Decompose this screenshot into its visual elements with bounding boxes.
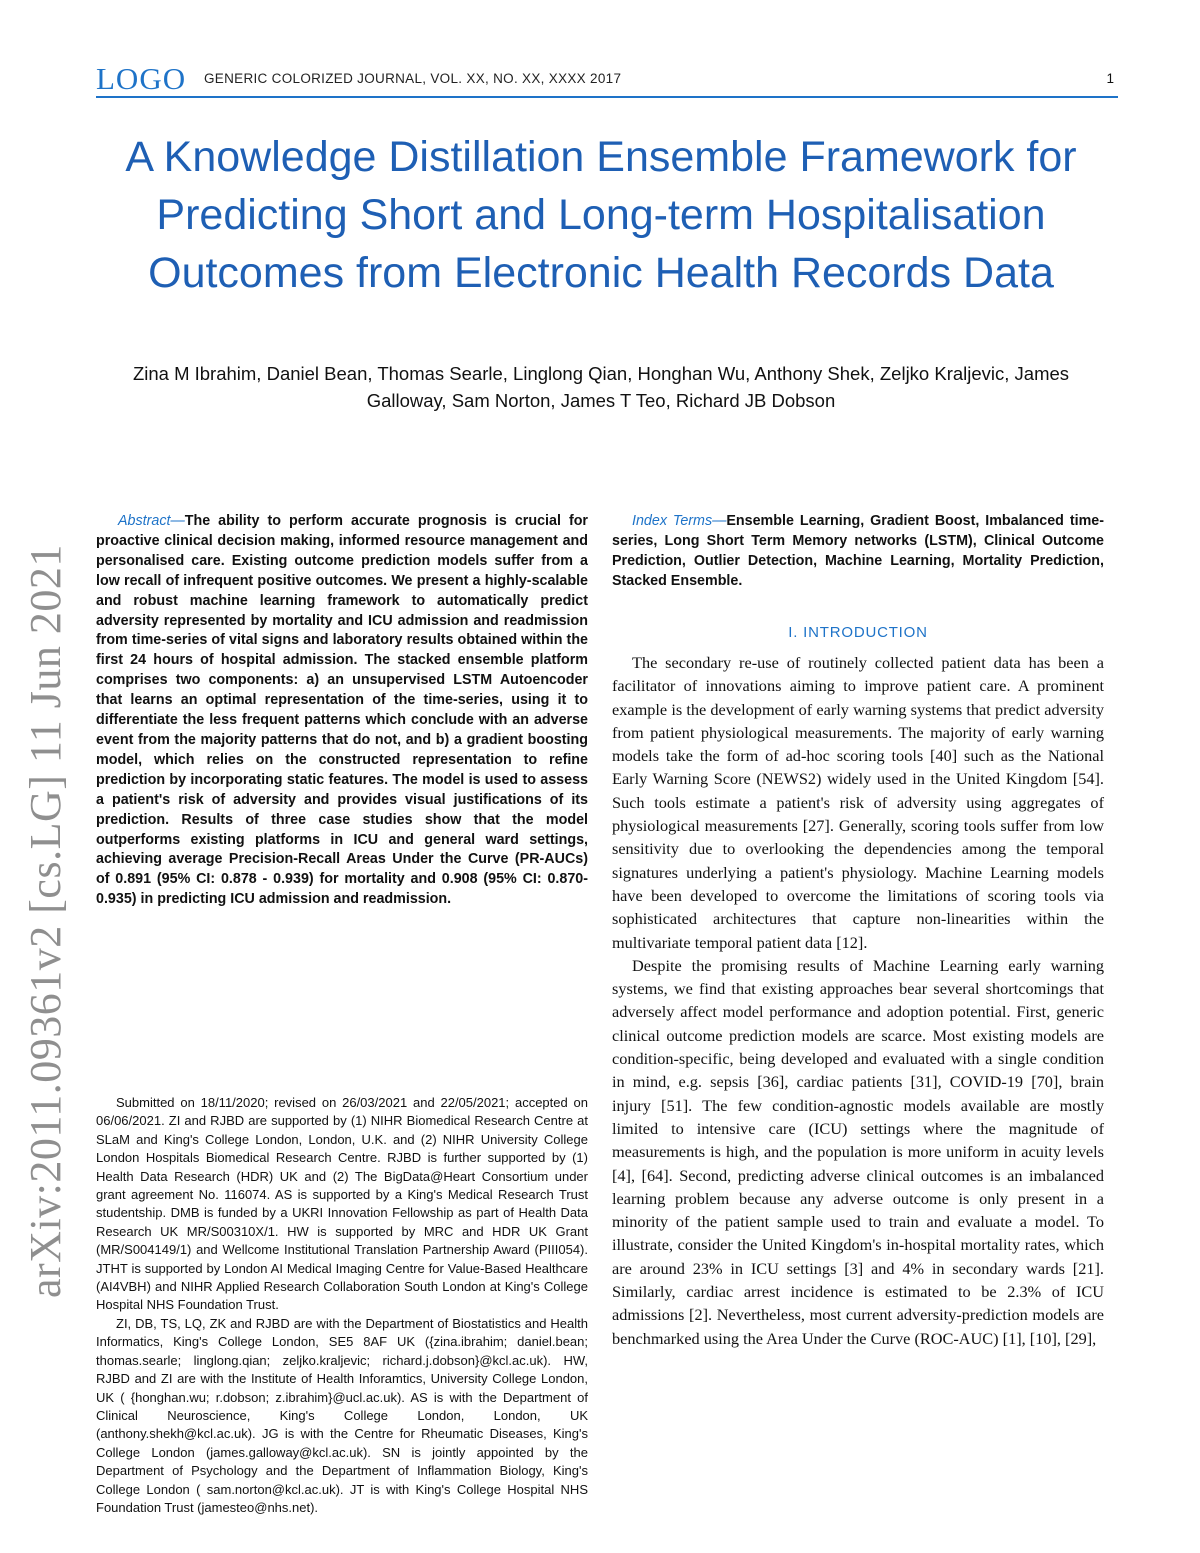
abstract-text: The ability to perform accurate prognosis is crucial for proactive clinical decision making, informed resource management and personalised care. Existing outcome prediction models suffer from a low recall of infrequent positive outcomes. We present a highly-scalable and robust machine learning framework to automatically predict adversity represented by mortality and ICU admission and readmission from time-series of vital signs and laboratory results obtained within the first 24 hours of hospital admission. The stacked ensemble platform comprises two components: a) an unsupervised LSTM Autoencoder that learns an optimal representation of the time-series, using it to differentiate the less frequent patterns which conclude with an adverse event from the majority patterns that do not, and b) a gradient boosting model, which relies on the constructed representation to refine prediction by incorporating static features. The model is used to assess a patient's risk of adversity and provides visual justifications of its prediction. Results of three case studies show that the model outperforms existing platforms in ICU and general ward settings, achieving average Precision-Recall Areas Under the Curve (PR-AUCs) of 0.891 (95% CI: 0.878 - 0.939) for mortality and 0.908 (95% CI: 0.870-0.935) in predicting ICU admission and readmission. <box>96 513 588 908</box>
index-terms-text: Ensemble Learning, Gradient Boost, Imbalanced time-series, Long Short Term Memory networks (LSTM), Clinical Outcome Prediction, Outlier Detection, Machine Learning, Mortality Prediction, Stacked Ensemble. <box>612 513 1104 589</box>
section-heading <box>612 624 1104 641</box>
arxiv-stamp: arXiv:2011.09361v2 [cs.LG] 11 Jun 2021 <box>21 544 70 1298</box>
section-number: I. <box>788 624 799 641</box>
journal-header <box>96 62 1118 98</box>
introduction-body <box>612 651 1104 1350</box>
section-title: INTRODUCTION <box>803 624 928 641</box>
abstract-label: Abstract— <box>118 513 185 529</box>
index-terms-label: Index Terms— <box>632 513 727 529</box>
index-terms <box>612 512 1104 592</box>
journal-logo: LOGO <box>96 61 187 96</box>
affiliation-footnote: ZI, DB, TS, LQ, ZK and RJBD are with the Department of Biostatistics and Health Informatics, King's College London, SE5 8AF UK ({zina.ibrahim; daniel.bean; thomas.searle; linglong.qian; zeljko.kraljevic; richard.j.dobson}@kcl.ac.uk). HW, RJBD and ZI are with the Institute of Health Inforamtics, University College London, UK ( {honghan.wu; r.dobson; z.ibrahim}@ucl.ac.uk). AS is with the Department of Clinical Neuroscience, King's College London, London, UK (anthony.shekh@kcl.ac.uk). JG is with the Centre for Rheumatic Diseases, King's College London (james.galloway@kcl.ac.uk). SN is jointly appointed by the Department of Psychology and the Department of Inflammation Biology, King's College London ( sam.norton@kcl.ac.uk). JT is with King's College Hospital NHS Foundation Trust (jamesteo@nhs.net). <box>96 1315 588 1515</box>
abstract <box>96 512 588 910</box>
funding-footnote: Submitted on 18/11/2020; revised on 26/03/2021 and 22/05/2021; accepted on 06/06/2021. ZI and RJBD are supported by (1) NIHR Biomedical Research Centre at SLaM and King's College London, London, U.K. and (2) NIHR University College London Hospitals Biomedical Research Centre. RJBD is further supported by (1) Health Data Research (HDR) UK and (2) The BigData@Heart Consortium under grant agreement No. 116074. AS is supported by a King's Medical Research Trust studentship. DMB is funded by a UKRI Innovation Fellowship as part of Health Data Research UK MR/S00310X/1. HW is supported by MRC and HDR UK Grant (MR/S004149/1) and Wellcome Institutional Translation Partnership Award (PIII054). JTHT is supported by London AI Medical Imaging Centre for Value-Based Healthcare (AI4VBH) and NIHR Applied Research Collaboration South London at King's College Hospital NHS Foundation Trust. <box>96 1095 588 1313</box>
intro-paragraph: The secondary re-use of routinely collected patient data has been a facilitator of innovations aiming to improve patient care. A prominent example is the development of early warning systems that predict adversity from patient physiological measurements. The majority of early warning models take the form of ad-hoc scoring tools [40] such as the National Early Warning Score (NEWS2) widely used in the United Kingdom [54]. Such tools estimate a patient's risk of adversity using aggregates of physiological measurements [27]. Generally, scoring tools suffer from low sensitivity due to overlooking the dependencies among the temporal signatures underlying a patient's physiology. Machine Learning models have been developed to overcome the limitations of scoring tools via sophisticated architectures that capture non-linearities within the multivariate temporal patient data [12]. <box>612 653 1104 952</box>
author-list: Zina M Ibrahim, Daniel Bean, Thomas Searle, Linglong Qian, Honghan Wu, Anthony Shek, Zeljko Kraljevic, James Galloway, Sam Norton, James T Teo, Richard JB Dobson <box>132 363 1070 411</box>
page-number: 1 <box>1106 71 1114 86</box>
paper-title: A Knowledge Distillation Ensemble Framework for Predicting Short and Long-term Hospitalisation Outcomes from Electronic Health Records Data <box>125 133 1077 297</box>
journal-info: GENERIC COLORIZED JOURNAL, VOL. XX, NO. XX, XXXX 2017 <box>204 71 622 86</box>
intro-paragraph: Despite the promising results of Machine Learning early warning systems, we find that existing approaches bear several shortcomings that adversely affect model performance and adoption potential. First, generic clinical outcome prediction models are scarce. Most existing models are condition-specific, being developed and evaluated with a single condition in mind, e.g. sepsis [36], cardiac patients [31], COVID-19 [70], brain injury [51]. The few condition-agnostic models available are mostly limited to intensive care (ICU) settings where the magnitude of measurements is high, and the population is more uniform in acuity levels [4], [64]. Second, predicting adverse clinical outcomes is an imbalanced learning problem because any adverse outcome is only present in a minority of the patient sample used to train and evaluate a model. To illustrate, consider the United Kingdom's in-hospital mortality rates, which are around 23% in ICU settings [3] and 4% in secondary wards [21]. Similarly, cardiac arrest incidence is estimated to be 2.3% of ICU admissions [2]. Nevertheless, most current adversity-prediction models are benchmarked using the Area Under the Curve (ROC-AUC) [1], [10], [29], <box>612 955 1104 1348</box>
footnote-block <box>96 1094 588 1517</box>
